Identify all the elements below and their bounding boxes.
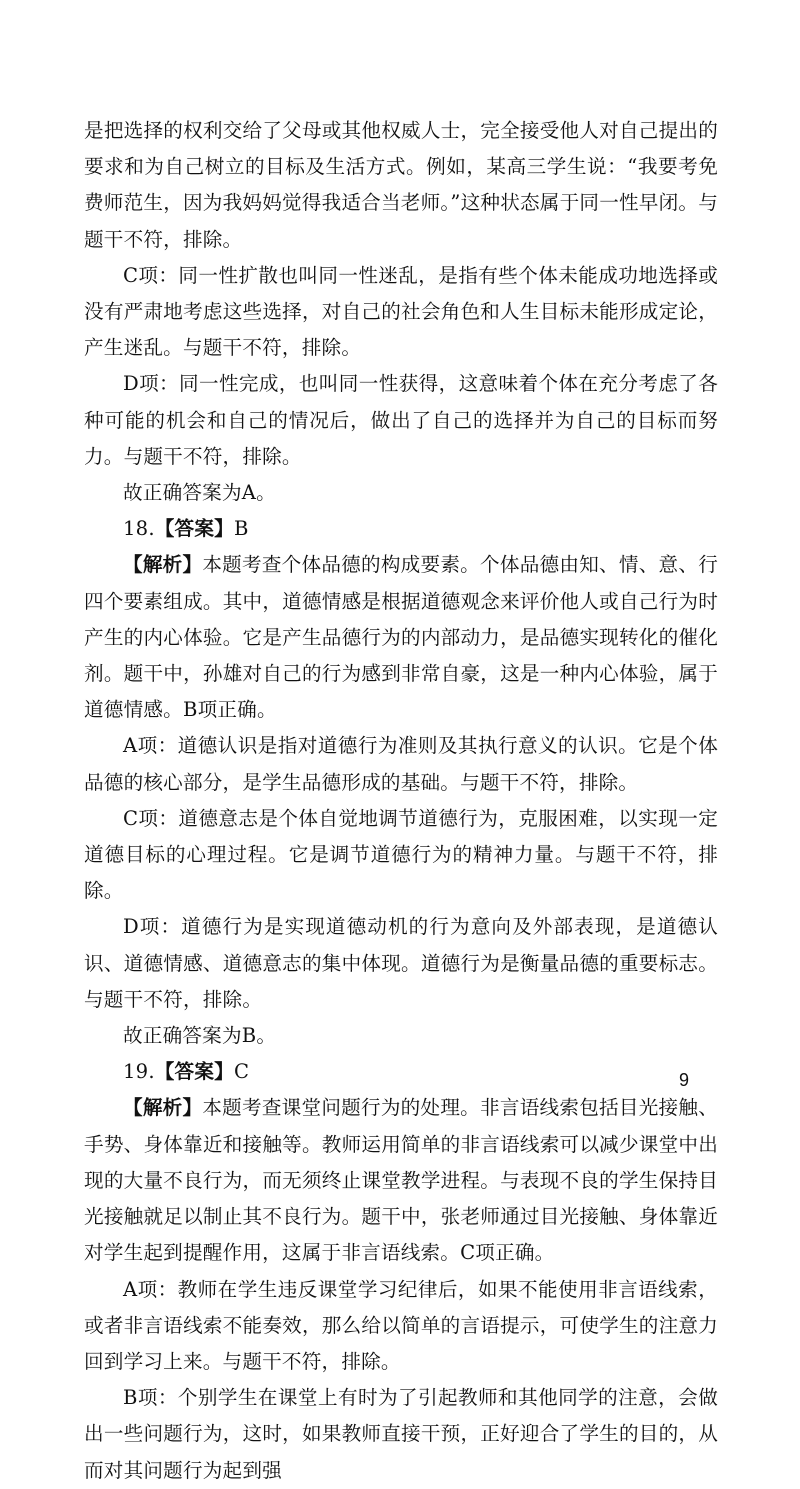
question-19-number: 19.	[123, 1060, 155, 1084]
question-19-analysis	[84, 1090, 718, 1271]
paragraph-19-option-b: B项：个别学生在课堂上有时为了引起教师和其他同学的注意，会做出一些问题行为，这时，如果教师直接干预，正好迎合了学生的目的，从而对其问题行为起到强	[84, 1386, 718, 1482]
paragraph-1: 是把选择的权利交给了父母或其他权威人士，完全接受他人对自己提出的要求和为自己树立的目标及生活方式。例如，某高三学生说：“我要考免费师范生，因为我妈妈觉得我适合当老师。”这种状态属于同一性早闭。与题干不符，排除。	[84, 119, 718, 251]
paragraph-18-option-a: A项：道德认识是指对道德行为准则及其执行意义的认识。它是个体品德的核心部分，是学生品德形成的基础。与题干不符，排除。	[84, 734, 718, 794]
question-18-analysis	[84, 547, 718, 728]
analysis-label: 【解析】	[123, 1096, 203, 1120]
question-19-answer-value: C	[233, 1060, 250, 1084]
paragraph-18-option-c: C项：道德意志是个体自觉地调节道德行为，克服困难，以实现一定道德目标的心理过程。它是调节道德行为的精神力量。与题干不符，排除。	[84, 806, 718, 903]
analysis-text: 本题考查课堂问题行为的处理。非言语线索包括目光接触、手势、身体靠近和接触等。教师运用简单的非言语线索可以减少课堂中出现的大量不良行为，而无须终止课堂教学进程。与表现不良的学生保持目光接触就足以制止其不良行为。题干中，张老师通过目光接触、身体靠近对学生起到提醒作用，这属于非言语线索。C项正确。	[84, 1096, 718, 1265]
document-body	[84, 113, 718, 1489]
question-19-answer	[84, 1054, 718, 1090]
answer-label: 【答案】	[154, 517, 234, 541]
paragraph-option-c: C项：同一性扩散也叫同一性迷乱，是指有些个体未能成功地选择或没有严肃地考虑这些选择，对自己的社会角色和人生目标未能形成定论，产生迷乱。与题干不符，排除。	[84, 263, 718, 360]
question-18-answer	[84, 511, 718, 547]
paragraph-19-option-a: A项：教师在学生违反课堂学习纪律后，如果不能使用非言语线索，或者非言语线索不能奏效，那么给以简单的言语提示，可使学生的注意力回到学习上来。与题干不符，排除。	[84, 1277, 718, 1373]
paragraph-18-option-d: D项：道德行为是实现道德动机的行为意向及外部表现，是道德认识、道德情感、道德意志的集中体现。道德行为是衡量品德的重要标志。与题干不符，排除。	[84, 915, 718, 1011]
answer-label: 【答案】	[154, 1060, 234, 1084]
answer-conclusion-17: 故正确答案为A。	[123, 481, 276, 505]
question-18-number: 18.	[123, 517, 155, 541]
paragraph-option-d: D项：同一性完成，也叫同一性获得，这意味着个体在充分考虑了各种可能的机会和自己的情况后，做出了自己的选择并为自己的目标而努力。与题干不符，排除。	[84, 372, 718, 468]
answer-conclusion-18: 故正确答案为B。	[123, 1024, 277, 1048]
analysis-label: 【解析】	[123, 553, 203, 577]
page-number: 9	[679, 1070, 690, 1090]
question-18-answer-value: B	[233, 517, 249, 541]
analysis-text: 本题考查个体品德的构成要素。个体品德由知、情、意、行四个要素组成。其中，道德情感是根据道德观念来评价他人或自己行为时产生的内心体验。它是产生品德行为的内部动力，是品德实现转化的催化剂。题干中，孙雄对自己的行为感到非常自豪，这是一种内心体验，属于道德情感。B项正确。	[84, 553, 718, 722]
